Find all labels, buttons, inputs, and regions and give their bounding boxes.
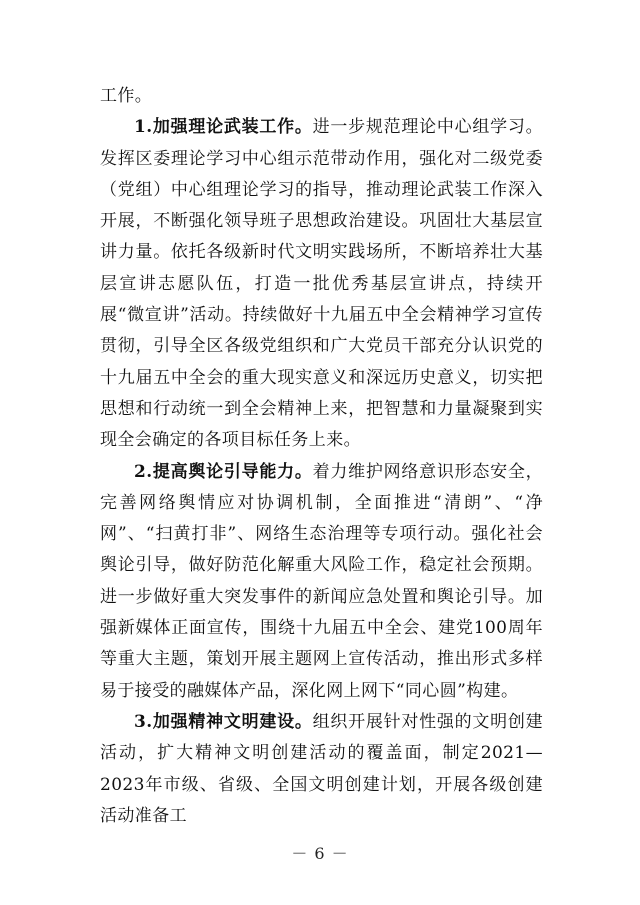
- page-number: － 6 －: [291, 844, 349, 863]
- paragraph-text: 组织开展针对性强的文明创建活动，扩大精神文明创建活动的覆盖面，制定2021—2023年市级、省级、全国文明创建计划，开展各级创建活动准备工: [100, 711, 543, 826]
- paragraph-heading: 3.加强精神文明建设。: [134, 711, 313, 732]
- paragraph-public-opinion: [100, 457, 543, 707]
- paragraph-heading: 2.提高舆论引导能力。: [134, 461, 313, 482]
- paragraph-text: 着力维护网络意识形态安全，完善网络舆情应对协调机制，全面推进“清朗”、“净网”、“扫黄打非”、网络生态治理等专项行动。强化社会舆论引导，做好防范化解重大风险工作，稳定社会预期。进一步做好重大突发事件的新闻应急处置和舆论引导。加强新媒体正面宣传，围绕十九届五中全会、建党100周年等重大主题，策划开展主题网上宣传活动，推出形式多样易于接受的融媒体产品，深化网上网下“同心圆”构建。: [100, 461, 543, 701]
- paragraph-theory-arming: [100, 112, 543, 456]
- document-body: [100, 81, 543, 832]
- continuation-line: 工作。: [100, 86, 153, 106]
- paragraph-text: 进一步规范理论中心组学习。发挥区委理论学习中心组示范带动作用，强化对二级党委（党组）中心组理论学习的指导，推动理论武装工作深入开展，不断强化领导班子思想政治建设。巩固壮大基层宣讲力量。依托各级新时代文明实践场所，不断培养壮大基层宣讲志愿队伍，打造一批优秀基层宣讲点，持续开展“微宣讲”活动。持续做好十九届五中全会精神学习宣传贯彻，引导全区各级党组织和广大党员干部充分认识党的十九届五中全会的重大现实意义和深远历史意义，切实把思想和行动统一到全会精神上来，把智慧和力量凝聚到实现全会确定的各项目标任务上来。: [100, 117, 543, 451]
- paragraph-heading: 1.加强理论武装工作。: [134, 117, 313, 138]
- paragraph-civilization: [100, 707, 543, 832]
